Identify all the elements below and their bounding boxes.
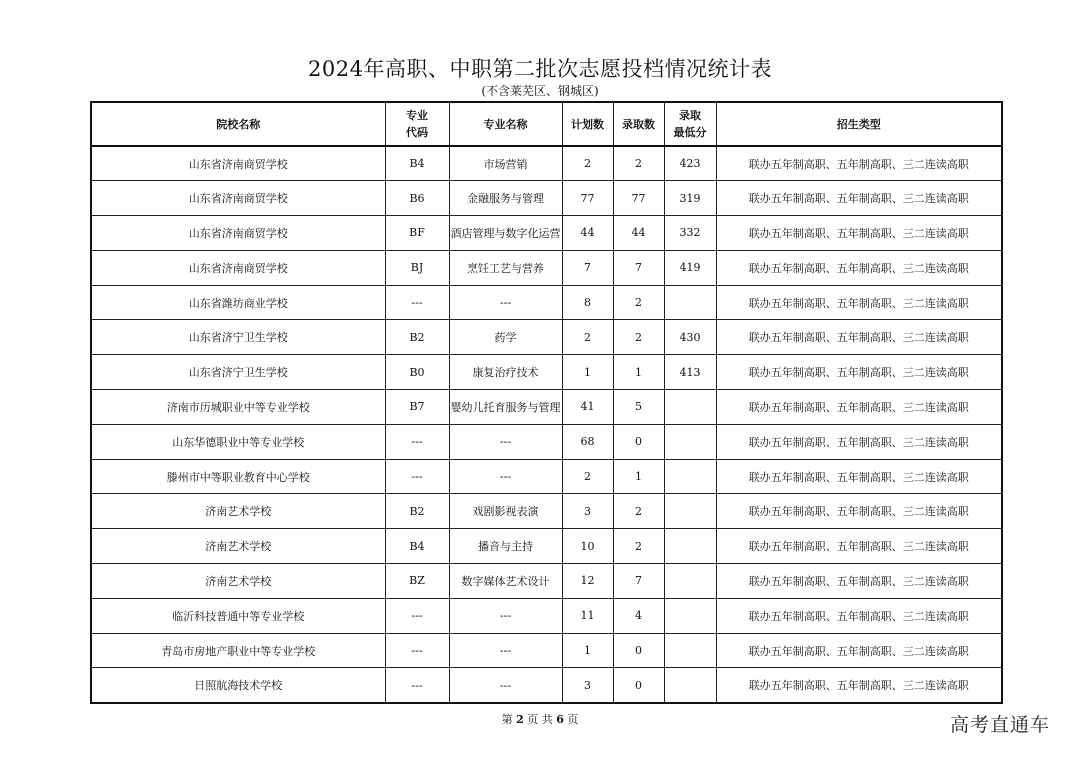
cell-plan: 12 <box>562 564 613 599</box>
cell-min-score <box>664 668 716 703</box>
cell-min-score <box>664 285 716 320</box>
cell-type: 联办五年制高职、五年制高职、三二连读高职 <box>716 529 1002 564</box>
cell-plan: 2 <box>562 146 613 181</box>
cell-plan: 3 <box>562 668 613 703</box>
table-row <box>91 633 1002 668</box>
cell-type: 联办五年制高职、五年制高职、三二连读高职 <box>716 390 1002 425</box>
cell-plan: 1 <box>562 355 613 390</box>
cell-admitted: 5 <box>613 390 664 425</box>
cell-school: 临沂科技普通中等专业学校 <box>91 598 385 633</box>
cell-major: 播音与主持 <box>449 529 562 564</box>
cell-major: 市场营销 <box>449 146 562 181</box>
page-subtitle: (不含莱芜区、钢城区) <box>481 84 599 98</box>
cell-admitted: 4 <box>613 598 664 633</box>
cell-code: BF <box>385 216 449 251</box>
cell-type: 联办五年制高职、五年制高职、三二连读高职 <box>716 424 1002 459</box>
cell-major: 烹饪工艺与营养 <box>449 250 562 285</box>
cell-plan: 2 <box>562 459 613 494</box>
cell-plan: 3 <box>562 494 613 529</box>
cell-school: 济南市历城职业中等专业学校 <box>91 390 385 425</box>
cell-type: 联办五年制高职、五年制高职、三二连读高职 <box>716 250 1002 285</box>
table-row <box>91 320 1002 355</box>
table-row <box>91 250 1002 285</box>
cell-min-score: 419 <box>664 250 716 285</box>
header-code-line2: 代码 <box>406 126 428 139</box>
table-header-row <box>91 102 1002 146</box>
header-min-line2: 最低分 <box>673 126 707 139</box>
cell-school: 济南艺术学校 <box>91 529 385 564</box>
cell-code: B7 <box>385 390 449 425</box>
cell-major: --- <box>449 424 562 459</box>
cell-code: --- <box>385 459 449 494</box>
cell-school: 山东华德职业中等专业学校 <box>91 424 385 459</box>
cell-plan: 68 <box>562 424 613 459</box>
cell-code: --- <box>385 598 449 633</box>
footer-suffix: 页 <box>567 713 579 726</box>
header-admitted: 录取数 <box>613 102 664 146</box>
cell-admitted: 7 <box>613 564 664 599</box>
cell-school: 山东省济宁卫生学校 <box>91 355 385 390</box>
cell-type: 联办五年制高职、五年制高职、三二连读高职 <box>716 181 1002 216</box>
cell-admitted: 1 <box>613 355 664 390</box>
table-row <box>91 146 1002 181</box>
cell-major: --- <box>449 633 562 668</box>
cell-min-score: 430 <box>664 320 716 355</box>
cell-code: B4 <box>385 146 449 181</box>
cell-major: 药学 <box>449 320 562 355</box>
cell-type: 联办五年制高职、五年制高职、三二连读高职 <box>716 320 1002 355</box>
header-min-score <box>664 102 716 146</box>
cell-plan: 10 <box>562 529 613 564</box>
cell-code: --- <box>385 633 449 668</box>
header-plan: 计划数 <box>562 102 613 146</box>
cell-type: 联办五年制高职、五年制高职、三二连读高职 <box>716 146 1002 181</box>
cell-major: --- <box>449 668 562 703</box>
cell-plan: 2 <box>562 320 613 355</box>
cell-type: 联办五年制高职、五年制高职、三二连读高职 <box>716 216 1002 251</box>
cell-min-score <box>664 494 716 529</box>
page-title: 2024年高职、中职第二批次志愿投档情况统计表 <box>308 57 772 81</box>
cell-major: 数字媒体艺术设计 <box>449 564 562 599</box>
footer-prefix: 第 <box>501 713 513 726</box>
cell-school: 日照航海技术学校 <box>91 668 385 703</box>
table-row <box>91 355 1002 390</box>
cell-major: 酒店管理与数字化运营 <box>449 216 562 251</box>
header-code <box>385 102 449 146</box>
table-row <box>91 668 1002 703</box>
cell-admitted: 44 <box>613 216 664 251</box>
cell-school: 山东省济南商贸学校 <box>91 181 385 216</box>
table-row <box>91 529 1002 564</box>
cell-code: B2 <box>385 494 449 529</box>
header-min-line1: 录取 <box>679 109 701 122</box>
cell-plan: 77 <box>562 181 613 216</box>
cell-type: 联办五年制高职、五年制高职、三二连读高职 <box>716 355 1002 390</box>
cell-min-score <box>664 390 716 425</box>
cell-school: 济南艺术学校 <box>91 494 385 529</box>
cell-admitted: 2 <box>613 285 664 320</box>
cell-code: B4 <box>385 529 449 564</box>
cell-type: 联办五年制高职、五年制高职、三二连读高职 <box>716 633 1002 668</box>
cell-code: B2 <box>385 320 449 355</box>
cell-plan: 1 <box>562 633 613 668</box>
cell-school: 山东省济南商贸学校 <box>91 146 385 181</box>
cell-code: --- <box>385 424 449 459</box>
cell-type: 联办五年制高职、五年制高职、三二连读高职 <box>716 494 1002 529</box>
cell-min-score <box>664 564 716 599</box>
cell-min-score <box>664 633 716 668</box>
cell-major: 康复治疗技术 <box>449 355 562 390</box>
cell-admitted: 7 <box>613 250 664 285</box>
table-row <box>91 181 1002 216</box>
cell-admitted: 0 <box>613 668 664 703</box>
cell-major: 金融服务与管理 <box>449 181 562 216</box>
cell-type: 联办五年制高职、五年制高职、三二连读高职 <box>716 564 1002 599</box>
cell-major: --- <box>449 285 562 320</box>
cell-min-score <box>664 459 716 494</box>
cell-major: 戏剧影视表演 <box>449 494 562 529</box>
cell-school: 山东省济南商贸学校 <box>91 250 385 285</box>
cell-code: --- <box>385 285 449 320</box>
cell-plan: 7 <box>562 250 613 285</box>
header-major: 专业名称 <box>449 102 562 146</box>
cell-admitted: 2 <box>613 320 664 355</box>
table-row <box>91 494 1002 529</box>
cell-plan: 44 <box>562 216 613 251</box>
cell-admitted: 0 <box>613 424 664 459</box>
cell-admitted: 77 <box>613 181 664 216</box>
cell-school: 山东省济宁卫生学校 <box>91 320 385 355</box>
table-row <box>91 390 1002 425</box>
table-row <box>91 216 1002 251</box>
cell-school: 山东省济南商贸学校 <box>91 216 385 251</box>
page-footer <box>0 712 1080 728</box>
cell-code: B6 <box>385 181 449 216</box>
cell-school: 济南艺术学校 <box>91 564 385 599</box>
cell-admitted: 2 <box>613 494 664 529</box>
table-row <box>91 285 1002 320</box>
cell-code: BJ <box>385 250 449 285</box>
cell-admitted: 2 <box>613 529 664 564</box>
table-row <box>91 459 1002 494</box>
cell-admitted: 0 <box>613 633 664 668</box>
table-body <box>91 146 1002 703</box>
cell-admitted: 2 <box>613 146 664 181</box>
footer-mid: 页 共 <box>527 713 553 726</box>
cell-plan: 11 <box>562 598 613 633</box>
cell-school: 青岛市房地产职业中等专业学校 <box>91 633 385 668</box>
cell-min-score: 332 <box>664 216 716 251</box>
cell-min-score <box>664 424 716 459</box>
cell-major: --- <box>449 459 562 494</box>
cell-min-score <box>664 598 716 633</box>
admission-table <box>90 101 1003 704</box>
cell-major: --- <box>449 598 562 633</box>
header-type: 招生类型 <box>716 102 1002 146</box>
cell-type: 联办五年制高职、五年制高职、三二连读高职 <box>716 459 1002 494</box>
footer-page-number: 2 <box>516 713 524 726</box>
cell-min-score: 423 <box>664 146 716 181</box>
table-row <box>91 564 1002 599</box>
cell-admitted: 1 <box>613 459 664 494</box>
table-row <box>91 598 1002 633</box>
cell-type: 联办五年制高职、五年制高职、三二连读高职 <box>716 285 1002 320</box>
cell-code: B0 <box>385 355 449 390</box>
cell-min-score <box>664 529 716 564</box>
cell-plan: 8 <box>562 285 613 320</box>
cell-code: --- <box>385 668 449 703</box>
footer-total-pages: 6 <box>556 713 564 726</box>
table-row <box>91 424 1002 459</box>
cell-major: 婴幼儿托育服务与管理 <box>449 390 562 425</box>
cell-plan: 41 <box>562 390 613 425</box>
cell-min-score: 319 <box>664 181 716 216</box>
cell-school: 滕州市中等职业教育中心学校 <box>91 459 385 494</box>
header-school: 院校名称 <box>91 102 385 146</box>
watermark: 高考直通车 <box>949 714 1050 736</box>
cell-code: BZ <box>385 564 449 599</box>
cell-school: 山东省潍坊商业学校 <box>91 285 385 320</box>
cell-min-score: 413 <box>664 355 716 390</box>
header-code-line1: 专业 <box>406 109 428 122</box>
cell-type: 联办五年制高职、五年制高职、三二连读高职 <box>716 598 1002 633</box>
cell-type: 联办五年制高职、五年制高职、三二连读高职 <box>716 668 1002 703</box>
